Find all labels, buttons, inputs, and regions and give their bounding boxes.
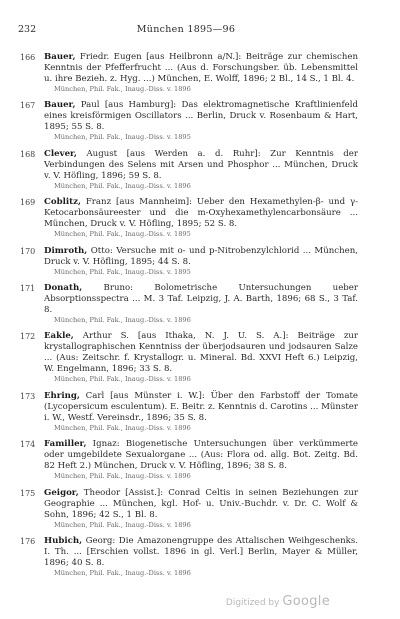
entry-number: 169 (20, 198, 36, 208)
entry-author: Geigor, (44, 487, 79, 498)
entry-details: Friedr. Eugen [aus Heilbronn a/N.]: Beiträge zur chemischen Kenntnis der Pfefferfrucht ... (Aus d. Forschungsber. üb. Lebensmittel u. ihre Bezieh. z. Hyg. ...) München, E. Wolff, 1896; 2 Bl., 14 S., 1 Bl. 4. (44, 52, 358, 84)
entry-note: München, Phil. Fak., Inaug.-Diss. v. 1896 (54, 85, 191, 93)
entry-details: Ignaz: Biogenetische Untersuchungen über verkümmerte oder umgebildete Sexualorgane ... (Aus: Flora od. allg. Bot. Zeitg. Bd. 82 Heft 2.) München, Druck v. V. Höfling, 1896; 38 S. 8. (44, 439, 358, 472)
bibliography-entry (18, 488, 358, 530)
entry-number: 168 (20, 149, 36, 159)
entry-note: München, Phil. Fak., Inaug.-Diss. v. 1895 (54, 133, 191, 142)
bibliography-list (18, 52, 358, 584)
entry-author: Familler, (44, 439, 87, 450)
entry-note: München, Phil. Fak., Inaug.-Diss. v. 1896 (54, 181, 191, 190)
entry-details: August [aus Werden a. d. Ruhr]: Zur Kenntnis der Verbindungen des Selens mit Arsen und Phosphor ... München, Druck v. V. Höfling, 1896; 59 S. 8. (44, 148, 358, 181)
entry-text (44, 488, 358, 521)
bibliography-entry (18, 283, 358, 325)
entry-note: München, Phil. Fak., Inaug.-Diss. v. 1895 (54, 267, 191, 276)
bibliography-entry (18, 439, 358, 481)
entry-text (44, 246, 358, 268)
bibliography-entry (18, 331, 358, 384)
entry-text (44, 536, 358, 569)
entry-author: Ehring, (44, 390, 80, 401)
entry-details: Carl [aus Münster i. W.]: Über den Farbstoff der Tomate (Lycopersicum esculentum). E. Beitr. z. Kenntnis d. Carotins ... Münster i. W., Westf. Vereinsdr., 1896; 35 S. 8. (44, 390, 358, 423)
entry-text (44, 331, 358, 375)
entry-details: Paul [aus Hamburg]: Das elektromagnetische Kraftlinienfeld eines kreisförmigen Oscillators ... Berlin, Druck v. Rosenbaum & Hart, 1895; 55 S. 8. (44, 100, 358, 133)
entry-text (44, 439, 358, 472)
entry-details: Otto: Versuche mit o- und p-Nitrobenzylchlorid ... München, Druck v. V. Höfling, 1895; 44 S. 8. (44, 245, 358, 267)
entry-author: Donath, (44, 282, 83, 293)
bibliography-entry (18, 100, 358, 142)
google-logo: Google (282, 594, 330, 609)
entry-author: Hubich, (44, 535, 83, 546)
entry-number: 175 (20, 488, 36, 498)
bibliography-entry (18, 197, 358, 239)
entry-number: 173 (20, 391, 36, 401)
entry-author: Clever, (44, 148, 77, 159)
entry-text (44, 391, 358, 424)
entry-number: 174 (20, 440, 36, 450)
bibliography-entry (18, 391, 358, 433)
entry-details: Franz [aus Mannheim]: Ueber den Hexamethylen-β- und γ-Ketocarbonsäureester und die m-Oxyhexamethylencarbonsäure ... München, Druck v. V. Höfling, 1895; 52 S. 8. (44, 197, 358, 230)
entry-number: 171 (20, 283, 36, 293)
entry-details: Bruno: Bolometrische Untersuchungen ueber Absorptionsspectra ... M. 3 Taf. Leipzig, J. A. Barth, 1896; 68 S., 3 Taf. 8. (44, 282, 358, 315)
entry-note: München, Phil. Fak., Inaug.-Diss. v. 1896 (54, 568, 191, 577)
entry-text (44, 197, 358, 230)
digitization-watermark (226, 594, 330, 609)
entry-note: München, Phil. Fak., Inaug.-Diss. v. 1895 (54, 230, 191, 239)
entry-author: Bauer, (44, 52, 76, 62)
bibliography-entry (18, 149, 358, 191)
entry-author: Eakle, (44, 331, 74, 342)
entry-details: Georg: Die Amazonengruppe des Attalischen Weihgeschenks. I. Th. ... [Erschien vollst. 1896 in gl. Verl.] Berlin, Mayer & Müller, 1896; 40 S. 8. (44, 535, 358, 568)
watermark-prefix: Digitized by (225, 598, 280, 608)
bibliography-entry (18, 52, 358, 94)
entry-author: Dimroth, (44, 245, 88, 256)
page-number: 232 (18, 24, 37, 35)
entry-details: Theodor [Assist.]: Conrad Celtis in seinen Beziehungen zur Geographie ... München, kgl. Hof- u. Univ.-Buchdr. v. Dr. C. Wolf & Sohn, 1896; 42 S., 1 Bl. 8. (44, 487, 358, 520)
page-header (18, 24, 354, 38)
entry-note: München, Phil. Fak., Inaug.-Diss. v. 1896 (54, 423, 191, 432)
entry-number: 176 (20, 536, 36, 546)
entry-number: 167 (20, 101, 36, 111)
entry-text (44, 52, 358, 85)
entry-note: München, Phil. Fak., Inaug.-Diss. v. 1896 (54, 375, 191, 384)
entry-text (44, 149, 358, 182)
entry-number: 172 (20, 332, 36, 342)
entry-text (44, 100, 358, 133)
entry-details: Arthur S. [aus Ithaka, N. J. U. S. A.]: Beiträge zur krystallographischen Kenntniss der überjodsauren und jodsauren Salze ... (Aus: Zeitschr. f. Krystallogr. u. Mineral. Bd. XXVI Heft 6.) Leipzig, W. Engelmann, 1896; 33 S. 8. (44, 331, 358, 375)
running-title: München 1895—96 (136, 24, 236, 35)
entry-note: München, Phil. Fak., Inaug.-Diss. v. 1896 (54, 520, 191, 529)
entry-text (44, 283, 358, 316)
entry-note: München, Phil. Fak., Inaug.-Diss. v. 1896 (54, 472, 191, 481)
entry-number: 170 (20, 246, 36, 256)
bibliography-entry (18, 536, 358, 578)
bibliography-entry (18, 246, 358, 277)
entry-author: Bauer, (44, 100, 76, 111)
entry-number: 166 (20, 53, 36, 62)
entry-author: Coblitz, (44, 197, 81, 208)
entry-note: München, Phil. Fak., Inaug.-Diss. v. 1896 (54, 315, 191, 324)
